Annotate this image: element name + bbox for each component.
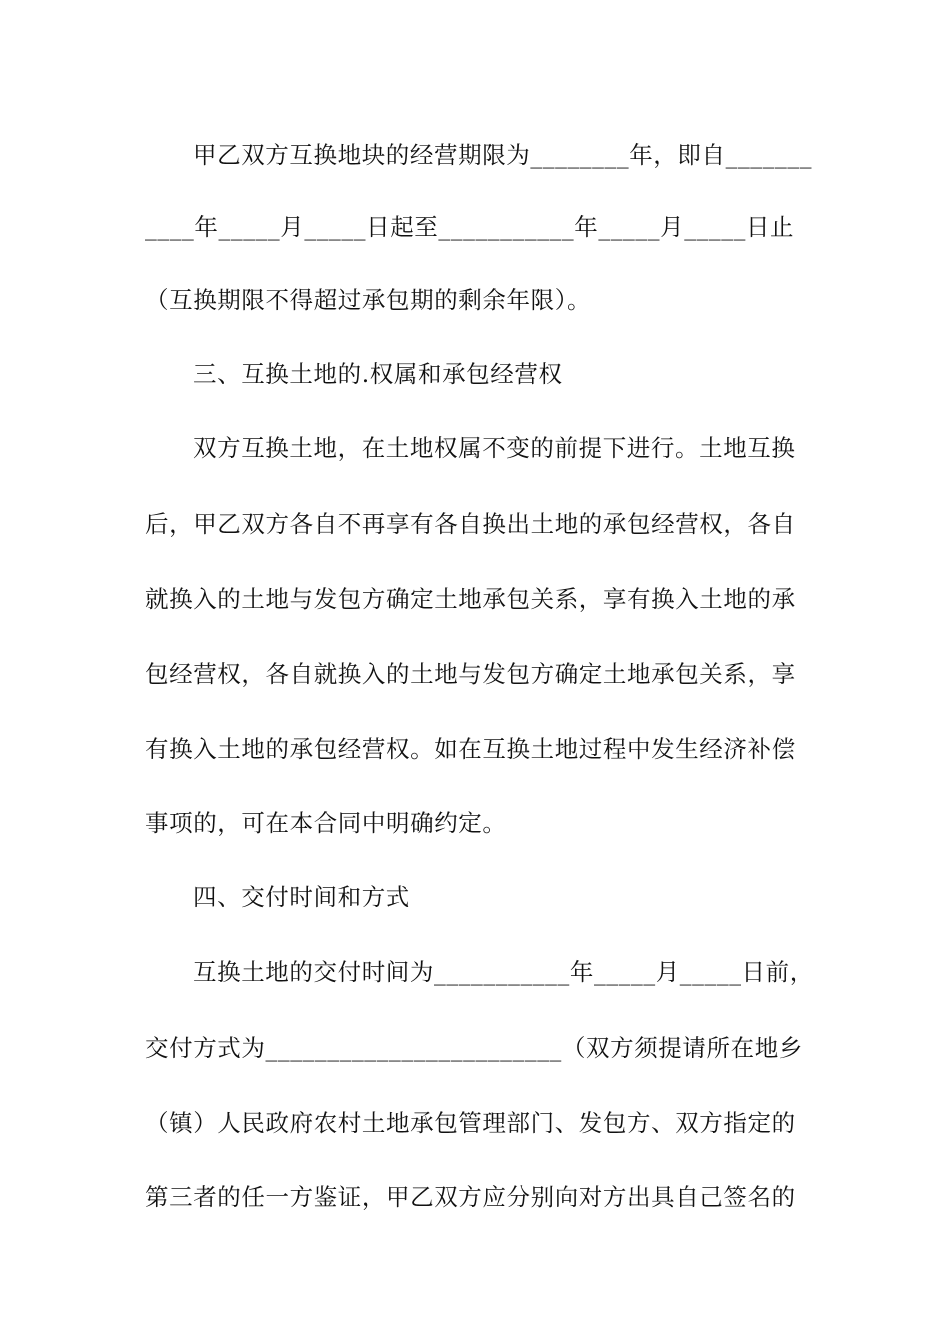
paragraph-line: 双方互换土地，在土地权属不变的前提下进行。土地互换 <box>193 434 796 462</box>
paragraph-line: 第三者的任一方鉴证，甲乙双方应分别向对方出具自己签名的 <box>145 1183 796 1211</box>
paragraph-line: 包经营权，各自就换入的土地与发包方确定土地承包关系，享 <box>145 660 796 688</box>
paragraph-line: 交付方式为________________________（双方须提请所在地乡 <box>145 1034 803 1062</box>
paragraph-line: ____年_____月_____日起至___________年_____月_____日止 <box>145 213 795 241</box>
paragraph-line: （镇）人民政府农村土地承包管理部门、发包方、双方指定的 <box>145 1109 796 1137</box>
paragraph-line: 有换入土地的承包经营权。如在互换土地过程中发生经济补偿 <box>145 735 796 763</box>
section-heading: 四、交付时间和方式 <box>193 883 410 911</box>
paragraph-line: 后，甲乙双方各自不再享有各自换出土地的承包经营权，各自 <box>145 510 796 538</box>
section-heading: 三、互换土地的.权属和承包经营权 <box>193 360 563 388</box>
paragraph-line: 就换入的土地与发包方确定土地承包关系，享有换入土地的承 <box>145 585 796 613</box>
paragraph-line: （互换期限不得超过承包期的剩余年限）。 <box>145 286 592 314</box>
paragraph-line: 甲乙双方互换地块的经营期限为________年，即自_______ <box>193 141 813 169</box>
paragraph-line: 互换土地的交付时间为___________年_____月_____日前， <box>193 958 814 986</box>
paragraph-line: 事项的，可在本合同中明确约定。 <box>145 809 507 837</box>
